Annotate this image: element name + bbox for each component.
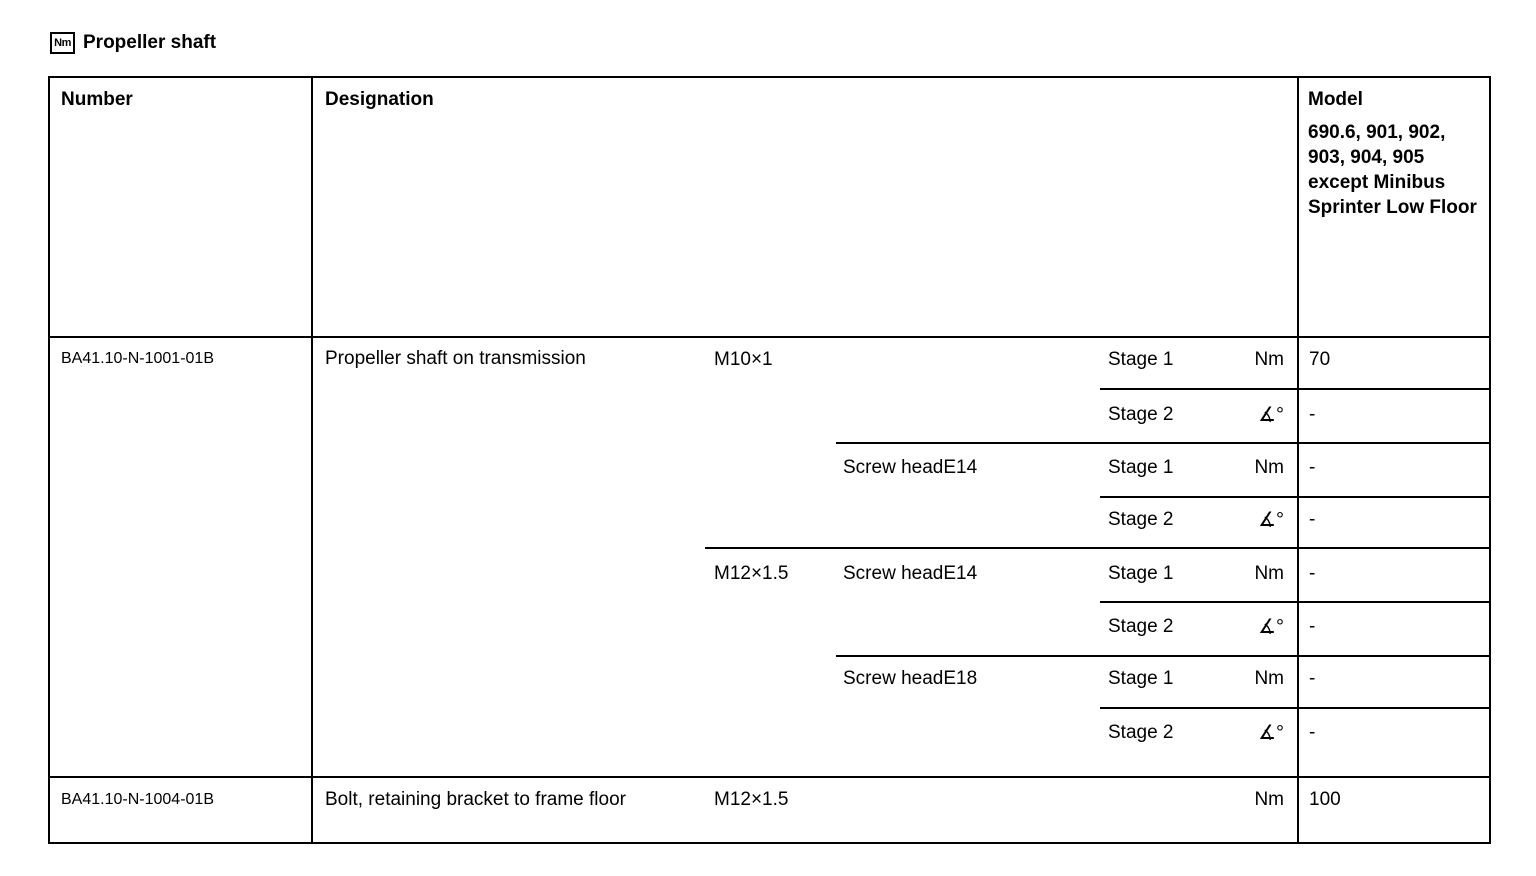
stage-label: Stage 2 <box>1108 722 1174 743</box>
torque-value: 100 <box>1309 789 1341 810</box>
header-designation: Designation <box>325 89 434 110</box>
thread-size: M10×1 <box>714 349 773 370</box>
torque-value: - <box>1309 563 1316 584</box>
stage-label: Stage 1 <box>1108 349 1174 370</box>
row-designation: Propeller shaft on transmission <box>325 348 586 369</box>
row-divider <box>50 776 1489 778</box>
subrow-divider <box>1100 496 1489 498</box>
stage-label: Stage 1 <box>1108 563 1174 584</box>
row-designation: Bolt, retaining bracket to frame floor <box>325 789 626 810</box>
torque-nm-icon: Nm <box>50 32 75 54</box>
stage-label: Stage 2 <box>1108 509 1174 530</box>
row-number: BA41.10-N-1004-01B <box>61 791 214 808</box>
angle-icon: ∡° <box>1258 616 1284 638</box>
torque-value: - <box>1309 616 1316 637</box>
angle-icon: ∡° <box>1258 722 1284 744</box>
header-model: Model <box>1308 89 1363 110</box>
thread-size: M12×1.5 <box>714 789 789 810</box>
thread-size: M12×1.5 <box>714 563 789 584</box>
torque-value: - <box>1309 509 1316 530</box>
screw-head: Screw headE14 <box>843 563 978 584</box>
subrow-divider <box>1100 707 1489 709</box>
subrow-divider <box>836 655 1489 657</box>
unit-label: Nm <box>1254 349 1284 370</box>
stage-label: Stage 1 <box>1108 457 1174 478</box>
unit-label: Nm <box>1254 563 1284 584</box>
torque-table <box>48 76 1491 844</box>
column-divider <box>1297 78 1299 842</box>
torque-value: 70 <box>1309 349 1331 370</box>
unit-label: Nm <box>1254 789 1284 810</box>
screw-head: Screw headE18 <box>843 668 978 689</box>
torque-value: - <box>1309 668 1316 689</box>
section-title <box>50 30 216 56</box>
torque-value: - <box>1309 722 1316 743</box>
unit-label: Nm <box>1254 668 1284 689</box>
torque-value: - <box>1309 404 1316 425</box>
stage-label: Stage 2 <box>1108 616 1174 637</box>
header-model-value: 690.6, 901, 902, 903, 904, 905 except Minibus Sprinter Low Floor <box>1308 122 1477 218</box>
stage-label: Stage 1 <box>1108 668 1174 689</box>
unit-label: Nm <box>1254 457 1284 478</box>
angle-icon: ∡° <box>1258 509 1284 531</box>
subrow-divider <box>1100 601 1489 603</box>
screw-head: Screw headE14 <box>843 457 978 478</box>
angle-icon: ∡° <box>1258 404 1284 426</box>
subrow-divider <box>836 442 1489 444</box>
section-title-text: Propeller shaft <box>83 32 217 53</box>
row-number: BA41.10-N-1001-01B <box>61 350 214 367</box>
header-number: Number <box>61 89 133 110</box>
column-divider <box>311 78 313 842</box>
header-divider <box>50 336 1489 338</box>
torque-value: - <box>1309 457 1316 478</box>
subrow-divider <box>705 547 1489 549</box>
subrow-divider <box>1100 388 1489 390</box>
stage-label: Stage 2 <box>1108 404 1174 425</box>
